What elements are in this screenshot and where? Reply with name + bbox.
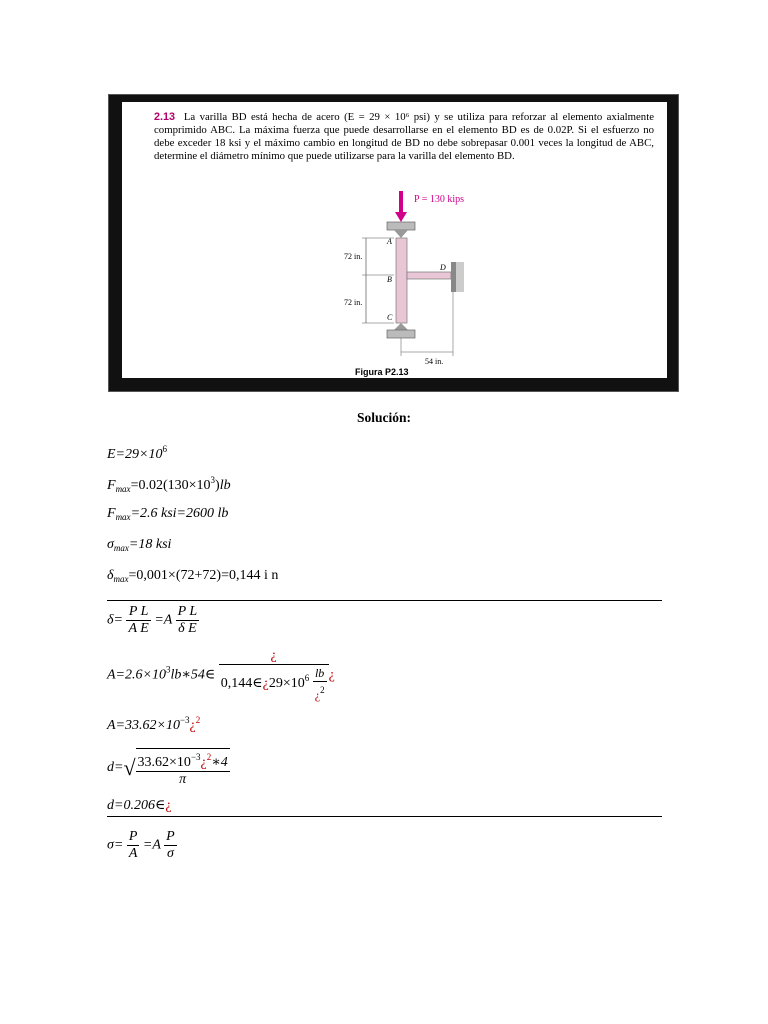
- point-a-label: A: [387, 237, 392, 246]
- dimension-top: 72 in.: [344, 252, 363, 261]
- equation-delta-max: $\delta_{max}=0,001\times(72+72)=0,144$ i n: [107, 568, 279, 584]
- divider-2: [107, 816, 662, 817]
- equation-diameter-formula: d=√ $\frac{33.62\times 10^{-3}¿^2∗4}{\pi}$: [107, 748, 230, 788]
- problem-figure: [108, 94, 679, 392]
- divider-1: [107, 600, 662, 601]
- equation-diameter-result: d=0.206∈¿: [107, 798, 172, 813]
- equation-fmax-2: $F_{max}=2.6$ ksi=2600 lb: [107, 506, 229, 522]
- dimension-bottom: 72 in.: [344, 298, 363, 307]
- equation-stress-formula: σ= $\frac{P}{A}$ =A $\frac{P}{\sigma}$: [107, 829, 175, 861]
- equation-area-result: $A=33.62\times 10^{-3}¿^2$: [107, 715, 201, 733]
- structure-diagram: [122, 102, 667, 378]
- equation-e: $E=29\times 10^6$: [107, 444, 167, 462]
- equation-sigma-max: $\sigma_{max}=18$ ksi: [107, 537, 172, 553]
- problem-number: 2.13: [154, 111, 176, 123]
- problem-figure-content: [122, 102, 667, 378]
- equation-area-calc: $A=2.6\times 10^3lb∗54\in$ ¿ $0,144\in¿29\times 10^6$ $\frac{lb}{¿^2}$ ¿: [107, 648, 335, 702]
- load-label: P = 130 kips: [414, 194, 464, 205]
- dimension-horizontal: 54 in.: [425, 357, 444, 366]
- point-b-label: B: [387, 275, 392, 284]
- figure-caption: Figura P2.13: [355, 367, 409, 377]
- equation-delta-formula: δ= $\frac{\text{P L}}{\text{A E}}$ =A $\frac{\text{P L}}{\text{δ E}}$: [107, 604, 198, 636]
- point-c-label: C: [387, 313, 393, 322]
- problem-text: La varilla BD está hecha de acero (E = 29 × 10⁶ psi) y se utiliza para reforzar al elemento axialmente comprimido ABC. La máxima fuerza que puede desarrollarse en el elemento BD es de 0.02P. Si el esfuerzo no debe exceder 18 ksi y el máximo cambio en longitud de BD no debe sobrepasar 0.001 veces la longitud de ABC, determine el diámetro mínimo que puede utilizarse para la varilla del elemento BD.: [154, 111, 654, 163]
- point-d-label: D: [440, 263, 446, 272]
- equation-fmax-1: $F_{max}=0.02(130\times 10^3)lb$: [107, 475, 231, 494]
- solution-heading: Solución:: [356, 410, 411, 425]
